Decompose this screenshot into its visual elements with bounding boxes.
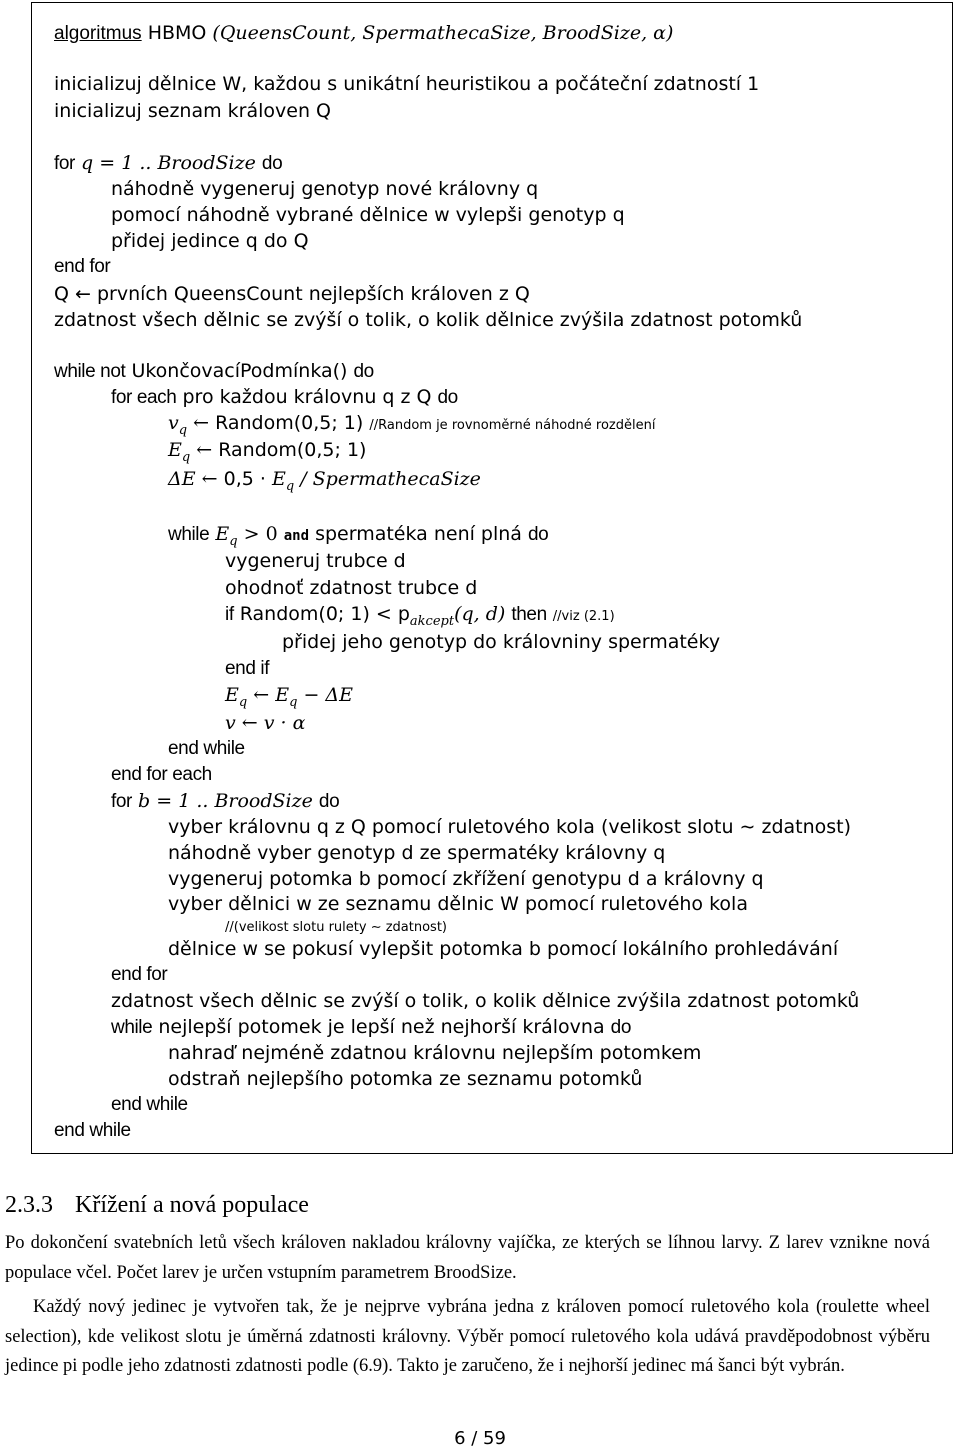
if-condition: Random(0; 1) < p xyxy=(239,603,410,625)
arrow-icon: ← xyxy=(196,439,213,461)
dE-rhs-b: E xyxy=(271,468,286,490)
for1-line xyxy=(54,151,282,176)
do-keyword: do xyxy=(318,791,340,812)
while-inner-subscript: q xyxy=(229,534,238,549)
while-outer-condition: UkončovacíPodmínka() xyxy=(131,360,348,382)
update-E-sub2: q xyxy=(289,695,298,710)
dE-subscript: q xyxy=(285,479,295,494)
E-var: E xyxy=(168,439,182,461)
for-keyword: for xyxy=(111,791,132,812)
inner-generate-line: vygeneruj trubce d xyxy=(225,550,406,572)
while3-body-line: odstraň nejlepšího potomka ze seznamu potomků xyxy=(168,1068,643,1090)
while-not-keyword: while not xyxy=(54,361,126,382)
for-keyword: for xyxy=(54,153,75,174)
if-subscript: akcept xyxy=(409,614,455,629)
arrow-icon: ← xyxy=(193,412,210,434)
update-E-line xyxy=(225,683,353,710)
while3-line xyxy=(111,1015,631,1040)
while3-condition: nejlepší potomek je lepší než nejhorší královna xyxy=(158,1016,605,1038)
E-subscript: q xyxy=(181,450,191,465)
select-queens-line: Q ← prvních QueensCount nejlepších královen z Q xyxy=(54,283,530,305)
for-each-text: pro každou královnu q z Q xyxy=(182,386,432,408)
E-rhs: Random(0,5; 1) xyxy=(218,439,367,461)
inner-evaluate-line: ohodnoť zdatnost trubce d xyxy=(225,577,478,599)
inner-add-line: přidej jeho genotyp do královniny spermatéky xyxy=(282,631,721,653)
end-while3-line: end while xyxy=(111,1094,188,1115)
paragraph-1: Po dokončení svatebních letů všech královen nakladou královny vajíčka, ze kterých se líhnou larvy. Z larev vznikne nová populace včel. Počet larev je určen vstupním parametrem BroodSize. xyxy=(5,1233,930,1283)
for-each-keyword: for each xyxy=(111,387,177,408)
dE-rhs-c: / SpermathecaSize xyxy=(300,468,481,490)
dE-rhs-a: 0,5 · xyxy=(223,468,266,490)
end-for-line: end for xyxy=(54,256,111,277)
while-inner-cond-b: > 0 xyxy=(243,523,278,545)
assign-dE-line xyxy=(168,467,481,494)
if-keyword: if xyxy=(225,604,234,625)
update-E-lhs: E xyxy=(225,684,239,706)
for2-comment: //(velikost slotu rulety ∼ zdatnost) xyxy=(225,920,447,935)
do-keyword: do xyxy=(261,153,283,174)
while-inner-cond-a: E xyxy=(215,523,230,545)
init-queens-line: inicializuj seznam královen Q xyxy=(54,100,331,122)
if-args: (q, d) xyxy=(454,603,506,625)
update-v-line: v ← v · α xyxy=(225,712,306,734)
end-while-outer-line: end while xyxy=(54,1120,131,1141)
for1-body-line: přidej jedince q do Q xyxy=(111,230,309,252)
update-E-sub1: q xyxy=(238,695,248,710)
for2-body-line: vyber dělnici w ze seznamu dělnic W pomocí ruletového kola xyxy=(168,893,748,915)
if-comment: //viz (2.1) xyxy=(552,609,615,624)
then-keyword: then xyxy=(511,604,547,625)
for2-body-line: vygeneruj potomka b pomocí zkřížení genotypu d a královny q xyxy=(168,868,764,890)
while-inner-cond-c: spermatéka není plná xyxy=(315,523,522,545)
v-rhs: Random(0,5; 1) xyxy=(215,412,364,434)
algorithm-keyword: algoritmus xyxy=(54,23,142,44)
for2-body-line: vyber královnu q z Q pomocí ruletového kola (velikost slotu ∼ zdatnost) xyxy=(168,816,852,838)
for2-body-line: náhodně vyber genotyp d ze spermatéky královny q xyxy=(168,842,666,864)
for2-last-line: dělnice w se pokusí vylepšit potomka b pomocí lokálního prohledávání xyxy=(168,938,839,960)
section-number: 2.3.3 xyxy=(5,1192,53,1218)
algorithm-header xyxy=(54,21,673,46)
v-subscript: q xyxy=(178,423,188,438)
for1-range: q = 1 .. BroodSize xyxy=(81,152,256,174)
while-keyword: while xyxy=(168,524,210,545)
for2-line xyxy=(111,789,339,814)
do-keyword: do xyxy=(528,524,549,545)
algorithm-params: (QueensCount, SpermathecaSize, BroodSize, α) xyxy=(212,22,674,44)
update-E-mid: ← E xyxy=(253,684,290,706)
for1-body-line: pomocí náhodně vybrané dělnice w vylepši genotyp q xyxy=(111,204,625,226)
update-E-rhs: − ΔE xyxy=(303,684,354,706)
fitness-update2-line: zdatnost všech dělnic se zvýší o tolik, o kolik dělnice zvýšila zdatnost potomků xyxy=(111,990,860,1012)
inner-if-line xyxy=(225,602,615,629)
end-for-each-line: end for each xyxy=(111,764,212,785)
end-for2-line: end for xyxy=(111,964,168,985)
while3-body-line: nahraď nejméně zdatnou královnu nejlepším potomkem xyxy=(168,1042,702,1064)
init-workers-line: inicializuj dělnice W, každou s unikátní heuristikou a počáteční zdatností 1 xyxy=(54,73,760,95)
while-inner-line xyxy=(168,522,548,549)
while-keyword: while xyxy=(111,1017,153,1038)
fitness-update-line: zdatnost všech dělnic se zvýší o tolik, o kolik dělnice zvýšila zdatnost potomků xyxy=(54,309,803,331)
while-outer-line xyxy=(54,359,374,384)
section-title: Křížení a nová populace xyxy=(75,1192,309,1218)
do-keyword: do xyxy=(610,1017,631,1038)
dE-var: ΔE xyxy=(168,468,196,490)
paragraph-2: Každý nový jedinec je vytvořen tak, že je nejprve vybrána jedna z královen pomocí ruletového kola (roulette wheel selection), kde velikost slotu je úměrná zdatnosti královny. Výběr pomocí ruletového kola udává pravděpodobnost výběru jedince pi podle jeho zdatnosti zdatnosti podle (6.9). Takto je zaručeno, že i nejhorší jedinec má šanci být vybrán. xyxy=(5,1297,930,1376)
end-while-line: end while xyxy=(168,738,245,759)
assign-v-line xyxy=(168,411,655,438)
do-keyword: do xyxy=(353,361,374,382)
section-heading xyxy=(5,1192,309,1219)
end-if-line: end if xyxy=(225,658,270,679)
arrow-icon: ← xyxy=(201,468,218,490)
v-comment: //Random je rovnoměrné náhodné rozdělení xyxy=(369,418,656,433)
and-keyword: and xyxy=(283,528,310,544)
v-var: v xyxy=(168,412,179,434)
for1-body-line: náhodně vygeneruj genotyp nové královny q xyxy=(111,178,539,200)
page-number: 6 / 59 xyxy=(454,1428,506,1449)
for-each-line xyxy=(111,385,458,410)
assign-E-line xyxy=(168,438,366,465)
algorithm-name: HBMO xyxy=(147,22,207,44)
for2-range: b = 1 .. BroodSize xyxy=(138,790,313,812)
do-keyword: do xyxy=(437,387,458,408)
